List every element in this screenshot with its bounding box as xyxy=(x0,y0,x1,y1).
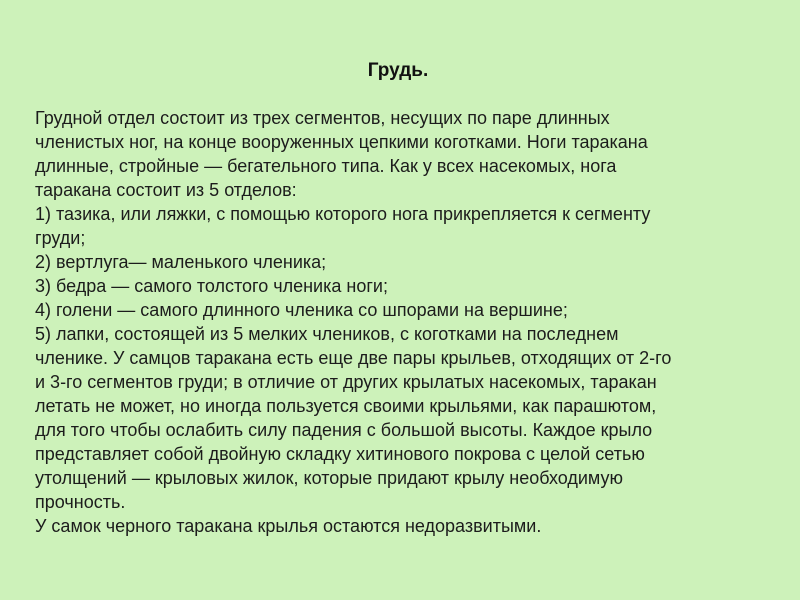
body-line: для того чтобы ослабить силу падения с большой высоты. Каждое крыло xyxy=(35,420,653,440)
body-line: членике. У самцов таракана есть еще две пары крыльев, отходящих от 2-го xyxy=(35,348,672,368)
body-line: 2) вертлуга— маленького членика; xyxy=(35,252,327,272)
body-line: У самок черного таракана крылья остаются недоразвитыми. xyxy=(35,516,542,536)
body-line: членистых ног, на конце вооруженных цепкими коготками. Ноги таракана xyxy=(35,132,648,152)
slide-title-text: Грудь. xyxy=(367,60,429,81)
body-line: представляет собой двойную складку хитинового покрова с целой сетью xyxy=(35,444,645,464)
slide-title xyxy=(0,60,800,82)
body-line: 1) тазика, или ляжки, с помощью которого нога прикрепляется к сегменту xyxy=(35,204,651,224)
body-line: и 3-го сегментов груди; в отличие от других крылатых насекомых, таракан xyxy=(35,372,657,392)
body-line: 4) голени — самого длинного членика со шпорами на вершине; xyxy=(35,300,568,320)
body-line: таракана состоит из 5 отделов: xyxy=(35,180,297,200)
body-line: утолщений — крыловых жилок, которые придают крылу необходимую xyxy=(35,468,623,488)
body-line: прочность. xyxy=(35,492,126,512)
body-line: груди; xyxy=(35,228,86,248)
body-line: длинные, стройные — бегательного типа. Как у всех насекомых, нога xyxy=(35,156,617,176)
body-line: летать не может, но иногда пользуется своими крыльями, как парашютом, xyxy=(35,396,657,416)
slide-body xyxy=(35,106,770,538)
body-line: 3) бедра — самого толстого членика ноги; xyxy=(35,276,388,296)
body-line: 5) лапки, состоящей из 5 мелких члеников, с коготками на последнем xyxy=(35,324,619,344)
body-line: Грудной отдел состоит из трех сегментов, несущих по паре длинных xyxy=(35,108,610,128)
